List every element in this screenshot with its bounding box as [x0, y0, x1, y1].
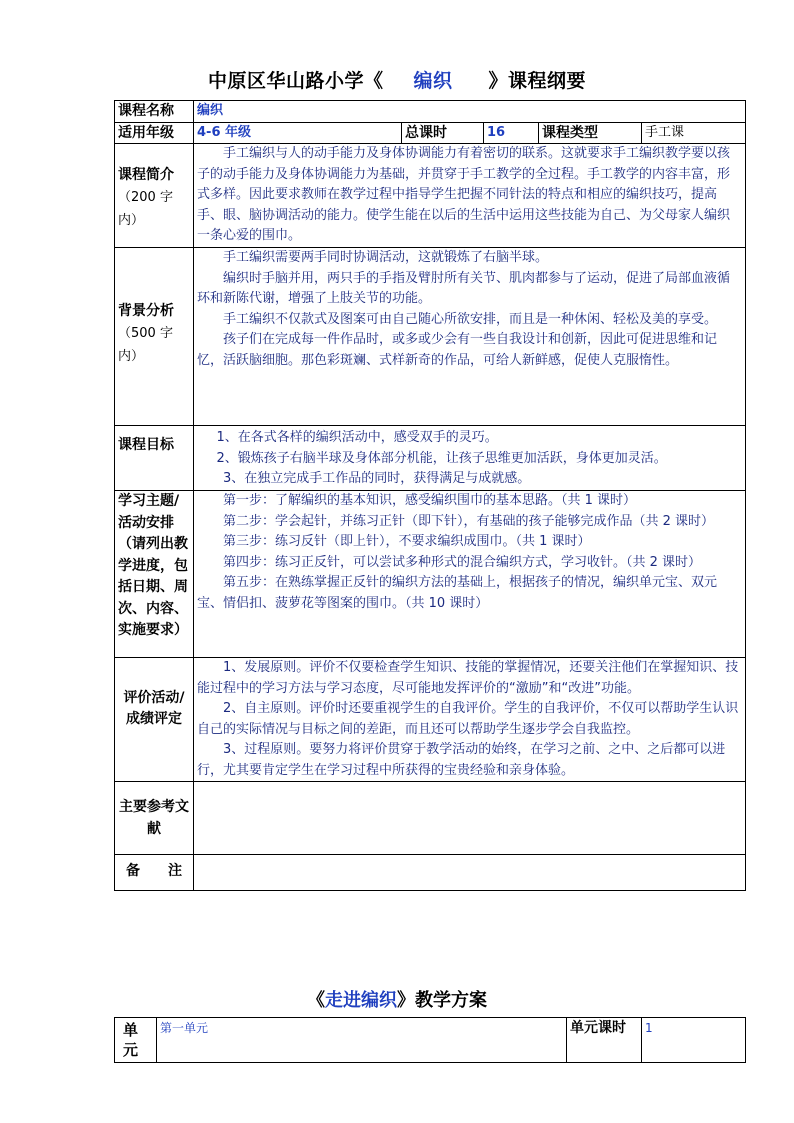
unit-hours-label: 单元课时 — [567, 1018, 642, 1063]
eval-item: 1、发展原则。评价不仅要检查学生知识、技能的掌握情况，还要关注他们在掌握知识、技能过程中的学习方法与学习态度，尽可能地发挥评价的“激励”和“改进”功能。 — [197, 660, 739, 696]
note-value — [194, 855, 746, 891]
plan-step: 第一步：了解编织的基本知识，感受编织围巾的基本思路。（共 1 课时） — [223, 493, 637, 508]
plan-title-course: 走进编织 — [325, 990, 397, 1011]
intro-label-cell — [115, 144, 194, 248]
teaching-plan-table — [114, 1017, 746, 1063]
goal-item: 3、在独立完成手工作品的同时，获得满足与成就感。 — [223, 471, 531, 486]
row-evaluation — [115, 658, 746, 782]
eval-label: 评价活动/成绩评定 — [115, 658, 194, 782]
title-suffix: 》课程纲要 — [488, 70, 587, 92]
hours-value: 16 — [484, 122, 539, 144]
type-value: 手工课 — [642, 122, 746, 144]
row-references — [115, 782, 746, 855]
eval-item: 3、过程原则。要努力将评价贯穿于教学活动的始终，在学习之前、之中、之后都可以进行，尤其要肯定学生在学习过程中所获得的宝贵经验和亲身体验。 — [197, 742, 726, 778]
row-unit — [115, 1018, 746, 1063]
eval-text — [194, 658, 746, 782]
title-course-name: 编织 — [413, 70, 453, 92]
intro-note: （200 字内） — [118, 190, 173, 228]
ref-value — [194, 782, 746, 855]
bg-paragraph: 孩子们在完成每一件作品时，或多或少会有一些自我设计和创新，因此可促进思维和记忆，活跃脑细胞。那色彩斑斓、式样新奇的作品，可给人新鲜感，促使人克服惰性。 — [197, 332, 718, 368]
plan-title-suffix: 》教学方案 — [397, 990, 487, 1011]
grade-label: 适用年级 — [115, 122, 194, 144]
plan-step: 第四步：练习正反针，可以尝试多种形式的混合编织方式，学习收针。（共 2 课时） — [223, 554, 702, 570]
plan-label: 学习主题/活动安排（请列出教学进度，包括日期、周次、内容、实施要求） — [115, 491, 194, 658]
row-notes — [115, 855, 746, 891]
row-background — [115, 248, 746, 426]
row-course-name — [115, 101, 746, 123]
goal-text — [194, 426, 746, 491]
row-grade — [115, 122, 746, 144]
course-outline-table — [114, 100, 746, 891]
goal-label: 课程目标 — [115, 426, 194, 491]
intro-label: 课程简介 — [118, 167, 174, 183]
unit-label: 单元 — [115, 1018, 157, 1063]
title-prefix: 中原区华山路小学《 — [207, 70, 384, 92]
unit-value: 第一单元 — [157, 1018, 567, 1063]
bg-note: （500 字内） — [118, 326, 173, 364]
plan-step: 第二步：学会起针，并练习正针（即下针），有基础的孩子能够完成作品（共 2 课时） — [223, 513, 715, 529]
row-goals — [115, 426, 746, 491]
row-plan — [115, 491, 746, 658]
plan-step: 第五步：在熟练掌握正反针的编织方法的基础上，根据孩子的情况，编织单元宝、双元宝、情侣扣、菠萝花等图案的围巾。（共 10 课时） — [197, 575, 718, 611]
page-title — [0, 66, 794, 93]
ref-label: 主要参考文献 — [115, 782, 194, 855]
eval-item: 2、自主原则。评价时还要重视学生的自我评价。学生的自我评价，不仅可以帮助学生认识自己的实际情况与目标之间的差距，而且还可以帮助学生逐步学会自我监控。 — [197, 701, 739, 737]
course-name-value: 编织 — [194, 101, 746, 123]
grade-value: 4-6 年级 — [194, 122, 402, 144]
teaching-plan-title — [0, 986, 794, 1012]
course-name-label: 课程名称 — [115, 101, 194, 123]
unit-hours-value: 1 — [642, 1018, 746, 1063]
goal-item: 1、在各式各样的编织活动中，感受双手的灵巧。 — [216, 430, 498, 445]
bg-text — [194, 248, 746, 426]
bg-paragraph: 编织时手脑并用，两只手的手指及臂肘所有关节、肌肉都参与了运动，促进了局部血液循环和新陈代谢，增强了上肢关节的功能。 — [197, 270, 731, 306]
row-intro — [115, 144, 746, 248]
goal-item: 2、锻炼孩子右脑半球及身体部分机能，让孩子思维更加活跃，身体更加灵活。 — [216, 450, 667, 466]
plan-title-prefix: 《 — [307, 990, 325, 1011]
bg-paragraph: 手工编织不仅款式及图案可由自己随心所欲安排，而且是一种休闲、轻松及美的享受。 — [223, 311, 718, 327]
note-label: 备 注 — [115, 855, 194, 891]
bg-label: 背景分析 — [118, 303, 174, 319]
intro-text: 手工编织与人的动手能力及身体协调能力有着密切的联系。这就要求手工编织教学要以孩子的动手能力及身体协调能力为基础，并贯穿于手工教学的全过程。手工教学的内容丰富，形式多样。因此要求教师在教学过程中指导学生把握不同针法的特点和相应的编织技巧，提高手、眼、脑协调活动的能力。使学生能在以后的生活中运用这些技能为自己、为父母家人编织一条心爱的围巾。 — [194, 144, 746, 248]
bg-paragraph: 手工编织需要两手同时协调活动，这就锻炼了右脑半球。 — [223, 250, 549, 265]
type-label: 课程类型 — [539, 122, 642, 144]
hours-label: 总课时 — [402, 122, 484, 144]
plan-step: 第三步：练习反针（即上针），不要求编织成围巾。（共 1 课时） — [223, 534, 591, 549]
plan-text — [194, 491, 746, 658]
bg-label-cell — [115, 248, 194, 426]
